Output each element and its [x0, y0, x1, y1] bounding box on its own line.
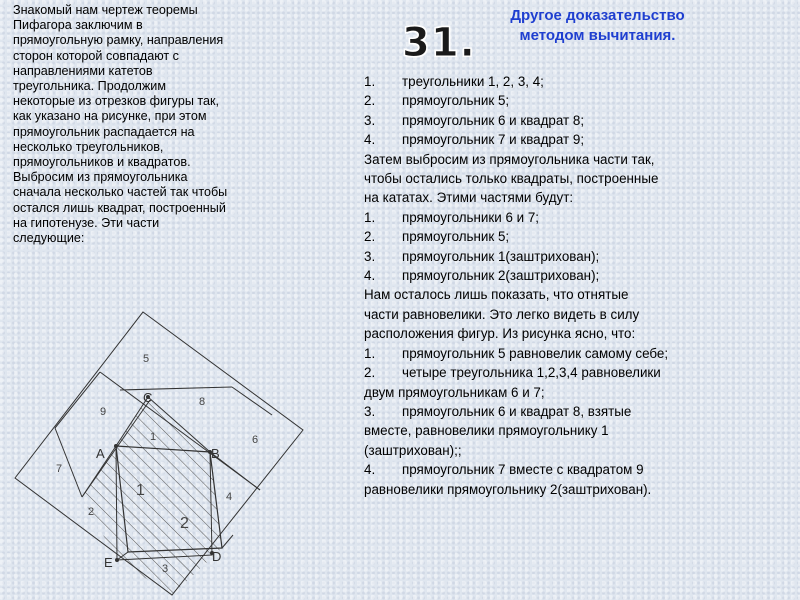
step-text: равновелики прямоугольнику 2(заштрихован).	[364, 481, 652, 497]
step-text: Нам осталось лишь показать, что отнятые	[364, 287, 629, 303]
proof-step-line	[364, 72, 794, 91]
proof-step-line	[364, 188, 794, 207]
hatched-region-1	[116, 446, 222, 552]
step-text: вместе, равновелики прямоугольнику 1	[364, 423, 609, 439]
region-label-8: 8	[199, 396, 206, 408]
point-a-marker	[114, 444, 118, 448]
intro-line: сначала несколько частей так чтобы	[13, 185, 228, 200]
step-text: четыре треугольника 1,2,3,4 равновелики	[402, 365, 661, 381]
proof-step-line	[364, 150, 794, 169]
step-number: 2.	[364, 93, 376, 109]
step-number: 4.	[364, 132, 376, 148]
step-number: 1.	[364, 74, 376, 89]
step-text: чтобы остались только квадраты, построенные	[364, 171, 659, 187]
step-text: Затем выбросим из прямоугольника части так,	[364, 151, 655, 167]
intro-line: как указано на рисунке, при этом	[13, 109, 207, 124]
region-label-6: 6	[252, 434, 259, 446]
intro-line: Знакомый нам чертеж теоремы	[13, 3, 198, 17]
step-number: 3.	[364, 248, 376, 264]
step-number: 3.	[364, 112, 376, 128]
step-text: прямоугольник 5 равновелик самому себе;	[402, 345, 669, 361]
step-text: прямоугольник 5;	[402, 93, 510, 109]
point-label-c: C	[143, 390, 153, 405]
intro-line: направлениями катетов	[13, 63, 153, 78]
grid-line	[55, 372, 100, 428]
proof-step-line	[364, 480, 794, 499]
slide-title-line-1: Другое доказательство	[510, 7, 685, 24]
proof-step-line	[364, 344, 794, 363]
intro-line: следующие:	[13, 231, 85, 246]
step-number: 4.	[364, 462, 376, 478]
proof-step-line	[364, 111, 794, 130]
step-text: прямоугольники 6 и 7;	[402, 209, 539, 225]
intro-line: прямоугольник распадается на	[13, 124, 195, 139]
proof-step-line	[364, 402, 794, 421]
step-number: 4.	[364, 268, 376, 284]
step-number: 2.	[364, 365, 376, 381]
step-text: прямоугольник 1(заштрихован);	[402, 248, 600, 264]
step-text: прямоугольник 2(заштрихован);	[402, 268, 600, 284]
intro-line: некоторые из отрезков фигуры так,	[13, 94, 220, 109]
region-label-5: 5	[143, 353, 150, 365]
region-label-4: 4	[226, 491, 233, 503]
intro-line: Пифагора заключим в	[13, 18, 143, 33]
proof-step-line	[364, 227, 794, 246]
step-number: 1.	[364, 209, 376, 225]
proof-step-line	[364, 383, 794, 402]
intro-line: сторон которой совпадают с	[13, 48, 179, 63]
proof-step-line	[364, 421, 794, 440]
proof-step-line	[364, 208, 794, 227]
proof-step-line	[364, 441, 794, 460]
step-text: расположения фигур. Из рисунка ясно, что:	[364, 326, 636, 342]
proof-step-line	[364, 305, 794, 324]
intro-text	[13, 3, 323, 246]
region-label-2-left: 2	[88, 506, 95, 518]
intro-line: прямоугольную рамку, направления	[13, 33, 224, 48]
step-text: треугольники 1, 2, 3, 4;	[402, 74, 544, 89]
step-text: прямоугольник 6 и квадрат 8, взятые	[402, 403, 632, 419]
proof-step-line	[364, 363, 794, 382]
pythagoras-figure	[0, 295, 320, 600]
step-text: двум прямоугольникам 6 и 7;	[364, 384, 545, 400]
proof-step-line	[364, 169, 794, 188]
step-text: прямоугольник 6 и квадрат 8;	[402, 112, 585, 128]
region-label-1: 1	[136, 482, 145, 499]
proof-step-line	[364, 130, 794, 149]
proof-step-line	[364, 460, 794, 479]
grid-line	[222, 535, 233, 548]
region-label-7: 7	[56, 463, 63, 475]
point-label-e: E	[104, 555, 113, 570]
intro-line: на гипотенузе. Эти части	[13, 215, 160, 230]
region-label-9: 9	[100, 406, 107, 418]
slide-number: 31.	[402, 20, 476, 66]
region-label-1-top: 1	[150, 431, 157, 443]
step-text: на кататах. Этими частями будут:	[364, 190, 574, 206]
step-text: прямоугольник 7 вместе с квадратом 9	[402, 462, 644, 478]
proof-step-line	[364, 91, 794, 110]
intro-line: несколько треугольников,	[13, 139, 164, 154]
proof-step-line	[364, 285, 794, 304]
intro-line: остался лишь квадрат, построенный	[13, 200, 226, 215]
point-label-d: D	[212, 549, 222, 564]
step-number: 2.	[364, 229, 376, 245]
region-label-3: 3	[162, 563, 169, 575]
grid-line	[232, 387, 272, 415]
intro-line: прямоугольников и квадратов.	[13, 155, 191, 170]
proof-step-line	[364, 266, 794, 285]
step-text: части равновелики. Это легко видеть в силу	[364, 306, 640, 322]
region-label-2-right: 2	[180, 515, 189, 532]
step-text: прямоугольник 5;	[402, 229, 510, 245]
intro-line: Выбросим из прямоугольника	[13, 170, 188, 185]
step-text: (заштрихован);;	[364, 442, 462, 458]
point-e-marker	[115, 558, 119, 562]
step-number: 1.	[364, 345, 376, 361]
step-number: 3.	[364, 403, 376, 419]
slide-title-line-2: методом вычитания.	[519, 27, 676, 44]
proof-step-line	[364, 247, 794, 266]
proof-steps	[364, 72, 794, 499]
step-text: прямоугольник 7 и квадрат 9;	[402, 132, 585, 148]
proof-step-line	[364, 324, 794, 343]
intro-line: треугольника. Продолжим	[13, 79, 166, 94]
grid-line	[120, 387, 232, 390]
slide-title	[470, 6, 725, 46]
point-label-b: B	[211, 446, 220, 461]
point-label-a: A	[96, 446, 105, 461]
